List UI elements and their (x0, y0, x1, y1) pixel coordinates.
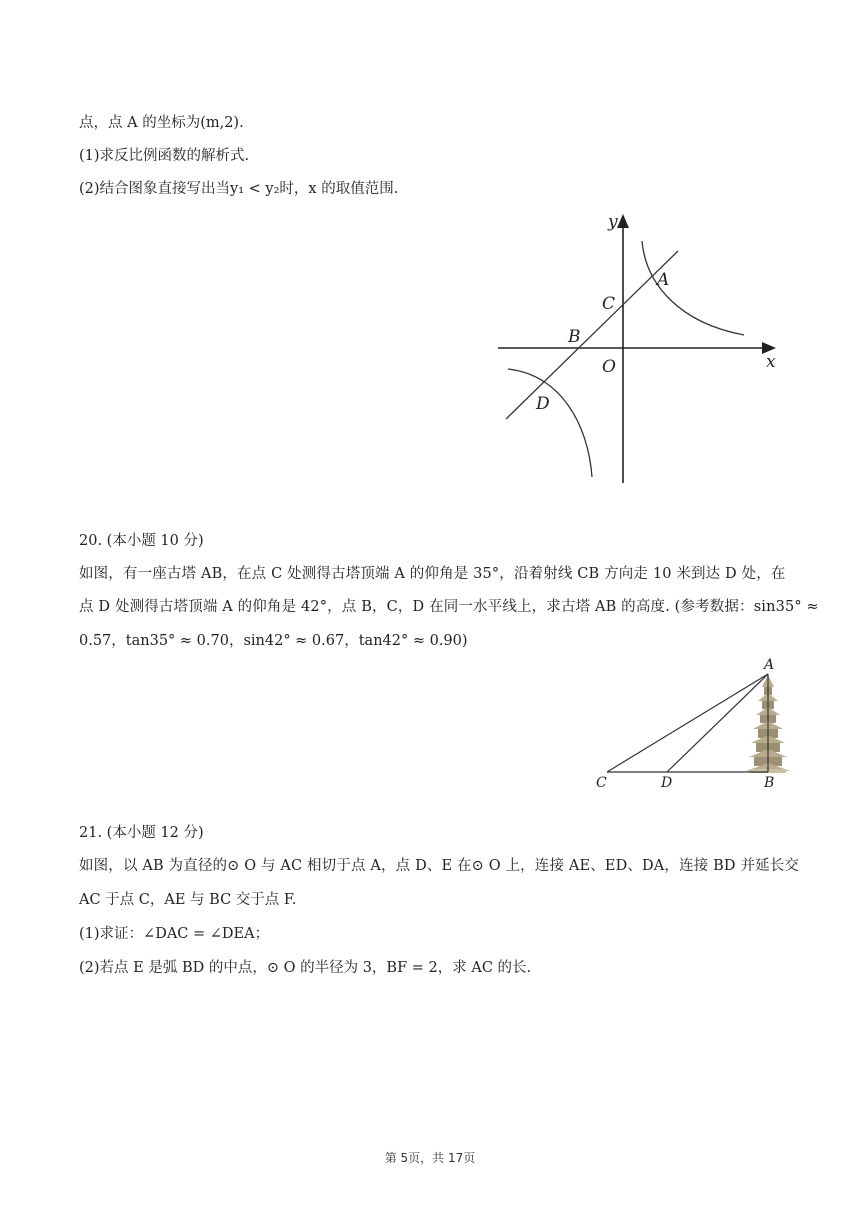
label-a: A (657, 270, 670, 290)
label-o: O (602, 357, 616, 377)
q19-part1: (1)求反比例函数的解析式. (79, 148, 250, 164)
q21-header: 21. (本小题 12 分) (79, 825, 204, 841)
linear-function-line (506, 251, 678, 419)
label-x: x (766, 352, 776, 372)
q20-pagoda-figure (590, 655, 800, 795)
label-d: D (661, 775, 673, 791)
label-b: B (568, 327, 581, 347)
q20-line1: 如图，有一座古塔 AB，在点 C 处测得古塔顶端 A 的仰角是 35°，沿着射线 CB 方向走 10 米到达 D 处，在 (79, 566, 786, 582)
label-d: D (536, 394, 550, 414)
q20-line2: 点 D 处测得古塔顶端 A 的仰角是 42°，点 B，C，D 在同一水平线上，求古塔 AB 的高度. (参考数据：sin35° ≈ (79, 599, 819, 615)
label-c: C (602, 294, 616, 314)
label-y: y (608, 212, 618, 232)
label-c: C (596, 775, 607, 791)
q20-header: 20. (本小题 10 分) (79, 533, 204, 549)
q21-line2: AC 于点 C，AE 与 BC 交于点 F. (79, 892, 297, 908)
line-da (667, 674, 768, 772)
q21-part1: (1)求证：∠DAC = ∠DEA； (79, 926, 270, 942)
q21-line1: 如图，以 AB 为直径的⊙ O 与 AC 相切于点 A，点 D、E 在⊙ O 上，连接 AE、ED、DA，连接 BD 并延长交 (79, 858, 800, 874)
q19-coordinate-figure (490, 205, 790, 490)
q21-part2: (2)若点 E 是弧 BD 的中点，⊙ O 的半径为 3，BF = 2，求 AC 的长. (79, 960, 532, 976)
page-footer: 第 5页，共 17页 (384, 1151, 476, 1165)
q19-intro: 点，点 A 的坐标为(m,2). (79, 115, 244, 131)
y-axis-arrow-icon (617, 214, 629, 228)
label-a: A (764, 657, 775, 673)
hyperbola-branch-lower (508, 369, 592, 477)
label-b: B (764, 775, 775, 791)
q19-part2: (2)结合图象直接写出当y₁ < y₂时，x 的取值范围. (79, 181, 399, 197)
line-ca (607, 674, 768, 772)
q20-line3: 0.57，tan35° ≈ 0.70，sin42° ≈ 0.67，tan42° ≈ 0.90) (79, 633, 468, 649)
